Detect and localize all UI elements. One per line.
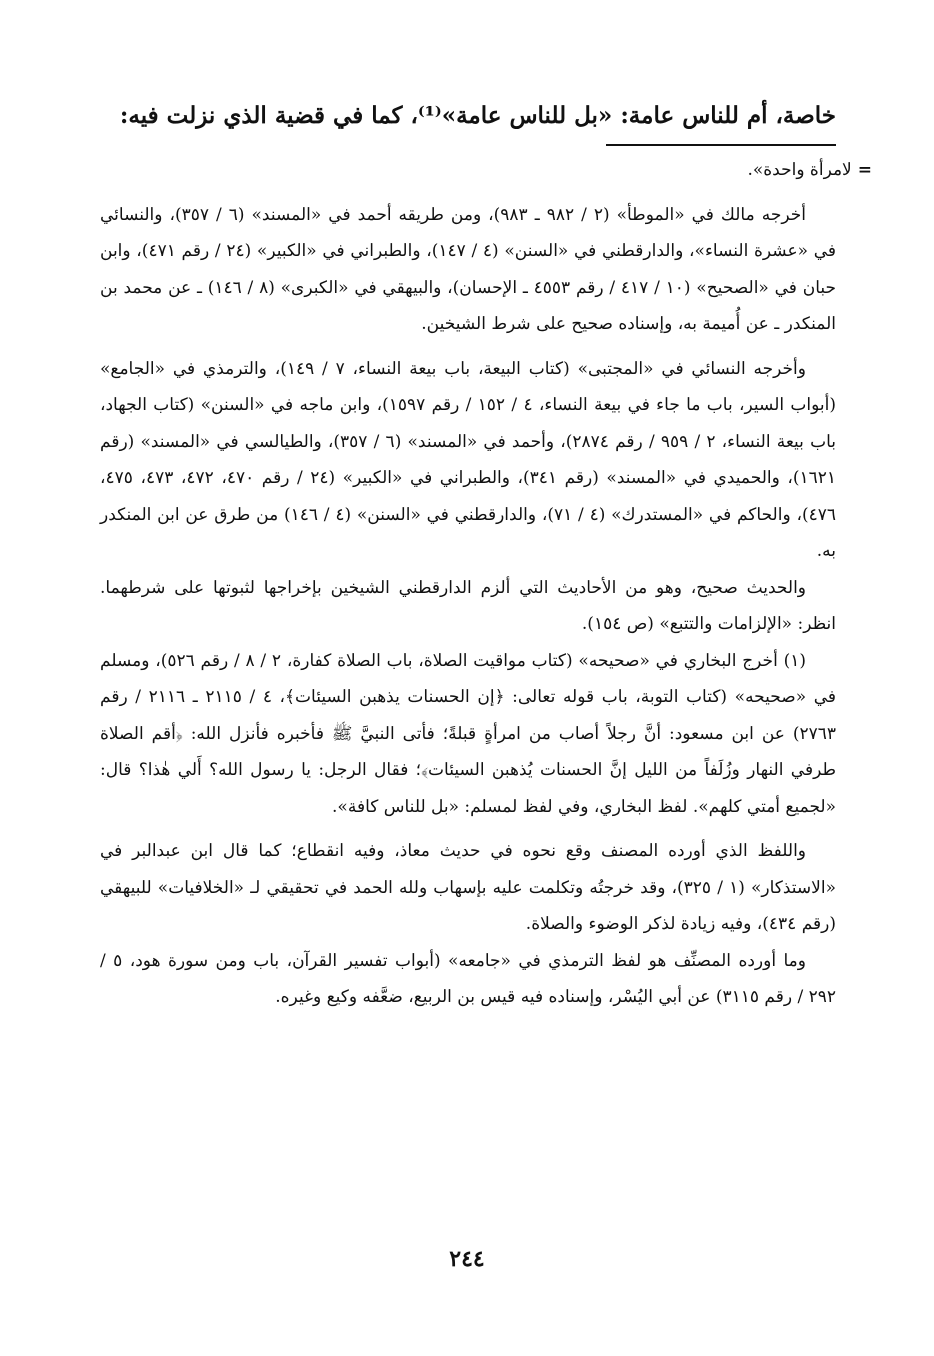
footnote-paragraph: وما أورده المصنِّف هو لفظ الترمذي في «جامعه» (أبواب تفسير القرآن، باب ومن سورة هود، ٥ / ٢٩٢ / رقم ٣١١٥) عن أبي اليُسْر، وإسناده فيه قيس بن الربيع، ضعَّفه وكيع وغيره.: [100, 950, 836, 1007]
footnote-continuation: =لامرأة واحدة».: [100, 152, 836, 189]
footnote-paragraph: واللفظ الذي أورده المصنف وقع نحوه في حديث معاذ، وفيه انقطاع؛ كما قال ابن عبدالبر في «الاستذكار» (١ / ٣٢٥)، وقد خرجتُه وتكلمت عليه بإسهاب ولله الحمد في تحقيقي لـ «الخلافيات» للبيهقي (رقم ٤٣٤)، وفيه زيادة لذكر الوضوء والصلاة.: [100, 841, 836, 934]
footnote-separator: [606, 144, 836, 146]
footnote-paragraph: وأخرجه النسائي في «المجتبى» (كتاب البيعة، باب بيعة النساء، ٧ / ١٤٩)، والترمذي في «الجامع» (أبواب السير، باب ما جاء في بيعة النساء، ٤ / ١٥٢ / رقم ١٥٩٧)، وابن ماجه في «السنن» (كتاب الجهاد، باب بيعة النساء، ٢ / ٩٥٩ / رقم ٢٨٧٤)، وأحمد في «المسند» (٦ / ٣٥٧)، والطيالسي في «المسند» (رقم ١٦٢١)، والحميدي في «المسند» (رقم ٣٤١)، والطبراني في «الكبير» (٢٤ / رقم ٤٧٠، ٤٧٢، ٤٧٣، ٤٧٥، ٤٧٦)، والحاكم في «المستدرك» (٤ / ٧١)، والدارقطني في «السنن» (٤ / ١٤٦) من طرق عن ابن المنكدر به.: [100, 358, 837, 561]
page-number: ٢٤٤: [449, 1246, 485, 1272]
continuation-marker: =: [857, 160, 872, 180]
footnotes: [100, 152, 872, 1016]
main-text: خاصة، أم للناس عامة: «بل للناس عامة»⁽¹⁾، كما في قضية الذي نزلت فيه:: [119, 102, 836, 129]
book-page: [100, 96, 872, 1296]
footnote-1: (١) أخرج البخاري في «صحيحه» (كتاب مواقيت الصلاة، باب الصلاة كفارة، ٢ / ٨ / رقم ٥٢٦)، ومسلم في «صحيحه» (كتاب التوبة، باب قوله تعالى: ﴿إن الحسنات يذهبن السيئات﴾، ٤ / ٢١١٥ ـ ٢١١٦ / رقم ٢٧٦٣) عن ابن مسعود: أنَّ رجلاً أصاب من امرأةٍ قبلةً؛ فأتى النبيَّ ﷺ فأخبره فأنزل الله: ﴿أقم الصلاة طرفي النهار وزُلَفاً من الليل إنَّ الحسنات يُذهبن السيئات﴾؛ فقال الرجل: يا رسول الله؟ أَلي هٰذا؟ قال: «لجميع أمتي كلهم». لفظ البخاري، وفي لفظ لمسلم: «بل للناس كافة».: [100, 650, 837, 817]
footnote-paragraph: أخرجه مالك في «الموطأ» (٢ / ٩٨٢ ـ ٩٨٣)، ومن طريقه أحمد في «المسند» (٦ / ٣٥٧)، والنسائي في «عشرة النساء»، والدارقطني في «السنن» (٤ / ١٤٧)، والطبراني في «الكبير» (٢٤ / رقم ٤٧١)، وابن حبان في «الصحيح» (١٠ / ٤١٧ / رقم ٤٥٥٣ ـ الإحسان)، والبيهقي في «الكبرى» (٨ / ١٤٦) ـ عن محمد بن المنكدر ـ عن أُميمة به، وإسناده صحيح على شرط الشيخين.: [100, 204, 837, 334]
footnote-paragraph: والحديث صحيح، وهو من الأحاديث التي ألزم الدارقطني الشيخين بإخراجها لثبوتها على شرطهما. انظر: «الإلزامات والتتبع» (ص ١٥٤).: [100, 577, 836, 634]
